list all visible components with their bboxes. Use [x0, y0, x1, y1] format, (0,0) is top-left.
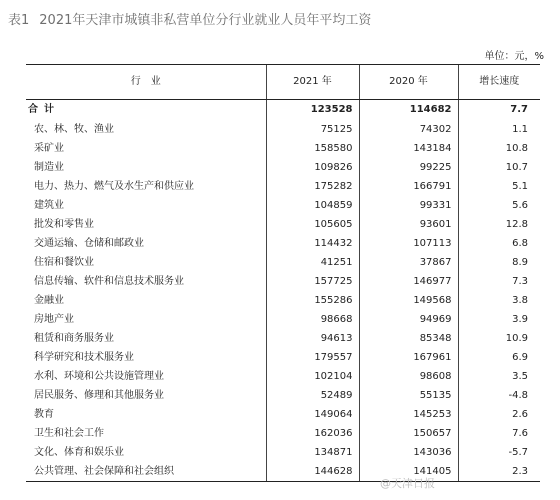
- total-growth: 7.7: [458, 100, 540, 121]
- total-2020: 114682: [359, 100, 458, 121]
- value-2020: 166791: [359, 177, 458, 196]
- growth-rate: 6.8: [458, 234, 540, 253]
- table-row: [26, 139, 540, 158]
- value-2020: 107113: [359, 234, 458, 253]
- header-2020: 2020 年: [359, 65, 458, 100]
- growth-rate: 10.7: [458, 158, 540, 177]
- value-2020: 74302: [359, 120, 458, 139]
- value-2021: 94613: [266, 329, 359, 348]
- growth-rate: 3.9: [458, 310, 540, 329]
- value-2020: 150657: [359, 424, 458, 443]
- industry-name: 公共管理、社会保障和社会组织: [26, 462, 266, 482]
- value-2021: 179557: [266, 348, 359, 367]
- header-industry: 行 业: [26, 65, 266, 100]
- table-row: [26, 386, 540, 405]
- growth-rate: 10.8: [458, 139, 540, 158]
- industry-name: 交通运输、仓储和邮政业: [34, 238, 144, 249]
- value-2020: 37867: [359, 253, 458, 272]
- industry-name: 科学研究和技术服务业: [34, 352, 134, 363]
- growth-rate: 3.5: [458, 367, 540, 386]
- growth-rate: 7.3: [458, 272, 540, 291]
- growth-rate: -4.8: [458, 386, 540, 405]
- value-2021: 134871: [266, 443, 359, 462]
- wage-table: [26, 64, 540, 482]
- growth-rate: 2.3: [458, 462, 540, 482]
- value-2021: 104859: [266, 196, 359, 215]
- value-2020: 145253: [359, 405, 458, 424]
- growth-rate: 5.1: [458, 177, 540, 196]
- growth-rate: 6.9: [458, 348, 540, 367]
- industry-name: 水利、环境和公共设施管理业: [34, 371, 164, 382]
- industry-name: 文化、体育和娱乐业: [34, 447, 124, 458]
- value-2020: 98608: [359, 367, 458, 386]
- value-2021: 162036: [266, 424, 359, 443]
- value-2020: 143184: [359, 139, 458, 158]
- value-2020: 167961: [359, 348, 458, 367]
- table-row: [26, 177, 540, 196]
- growth-rate: 3.8: [458, 291, 540, 310]
- value-2021: 158580: [266, 139, 359, 158]
- header-row: [26, 65, 540, 100]
- growth-rate: 7.6: [458, 424, 540, 443]
- table-row: [26, 310, 540, 329]
- growth-rate: 8.9: [458, 253, 540, 272]
- table-row: [26, 196, 540, 215]
- growth-rate: -5.7: [458, 443, 540, 462]
- growth-rate: 12.8: [458, 215, 540, 234]
- table-row: [26, 234, 540, 253]
- table-row: [26, 291, 540, 310]
- unit-label: 单位：元，%: [484, 51, 544, 62]
- table-row: [26, 120, 540, 139]
- value-2020: 93601: [359, 215, 458, 234]
- value-2021: 75125: [266, 120, 359, 139]
- table-row: [26, 215, 540, 234]
- table-row: [26, 329, 540, 348]
- table-title-text: 2021年天津市城镇非私营单位分行业就业人员年平均工资: [39, 13, 372, 28]
- table-title: [8, 9, 371, 28]
- value-2020: 85348: [359, 329, 458, 348]
- value-2021: 114432: [266, 234, 359, 253]
- industry-name: 金融业: [34, 295, 64, 306]
- growth-rate: 5.6: [458, 196, 540, 215]
- table-row: [26, 405, 540, 424]
- industry-name: 信息传输、软件和信息技术服务业: [34, 276, 184, 287]
- watermark: @天津日报: [380, 477, 435, 490]
- value-2021: 155286: [266, 291, 359, 310]
- industry-name: 住宿和餐饮业: [34, 257, 94, 268]
- industry-name: 房地产业: [34, 314, 74, 325]
- value-2021: 144628: [266, 462, 359, 482]
- value-2020: 141405: [359, 462, 458, 482]
- value-2021: 175282: [266, 177, 359, 196]
- value-2020: 146977: [359, 272, 458, 291]
- total-row: [26, 100, 540, 121]
- industry-name: 批发和零售业: [34, 219, 94, 230]
- industry-name: 居民服务、修理和其他服务业: [34, 390, 164, 401]
- table-number: 表1: [8, 13, 30, 28]
- value-2021: 41251: [266, 253, 359, 272]
- industry-name: 卫生和社会工作: [34, 428, 104, 439]
- value-2020: 99331: [359, 196, 458, 215]
- value-2021: 105605: [266, 215, 359, 234]
- industry-name: 农、林、牧、渔业: [34, 124, 114, 135]
- growth-rate: 2.6: [458, 405, 540, 424]
- table-row: [26, 443, 540, 462]
- growth-rate: 10.9: [458, 329, 540, 348]
- value-2020: 149568: [359, 291, 458, 310]
- industry-name: 建筑业: [34, 200, 64, 211]
- total-label: 合计: [28, 104, 60, 115]
- value-2020: 99225: [359, 158, 458, 177]
- industry-name: 电力、热力、燃气及水生产和供应业: [34, 181, 194, 192]
- value-2021: 98668: [266, 310, 359, 329]
- industry-name: 采矿业: [34, 143, 64, 154]
- table-row: [26, 367, 540, 386]
- value-2020: 94969: [359, 310, 458, 329]
- industry-name: 租赁和商务服务业: [34, 333, 114, 344]
- value-2021: 102104: [266, 367, 359, 386]
- table-row: [26, 424, 540, 443]
- total-2021: 123528: [266, 100, 359, 121]
- table-row: [26, 158, 540, 177]
- table-row: [26, 462, 540, 482]
- value-2020: 143036: [359, 443, 458, 462]
- value-2020: 55135: [359, 386, 458, 405]
- table-body: [26, 100, 540, 482]
- value-2021: 52489: [266, 386, 359, 405]
- industry-name: 教育: [34, 409, 54, 420]
- table-row: [26, 348, 540, 367]
- header-2021: 2021 年: [266, 65, 359, 100]
- value-2021: 157725: [266, 272, 359, 291]
- value-2021: 109826: [266, 158, 359, 177]
- industry-name: 制造业: [34, 162, 64, 173]
- table-row: [26, 253, 540, 272]
- growth-rate: 1.1: [458, 120, 540, 139]
- header-growth: 增长速度: [458, 65, 540, 100]
- table-row: [26, 272, 540, 291]
- value-2021: 149064: [266, 405, 359, 424]
